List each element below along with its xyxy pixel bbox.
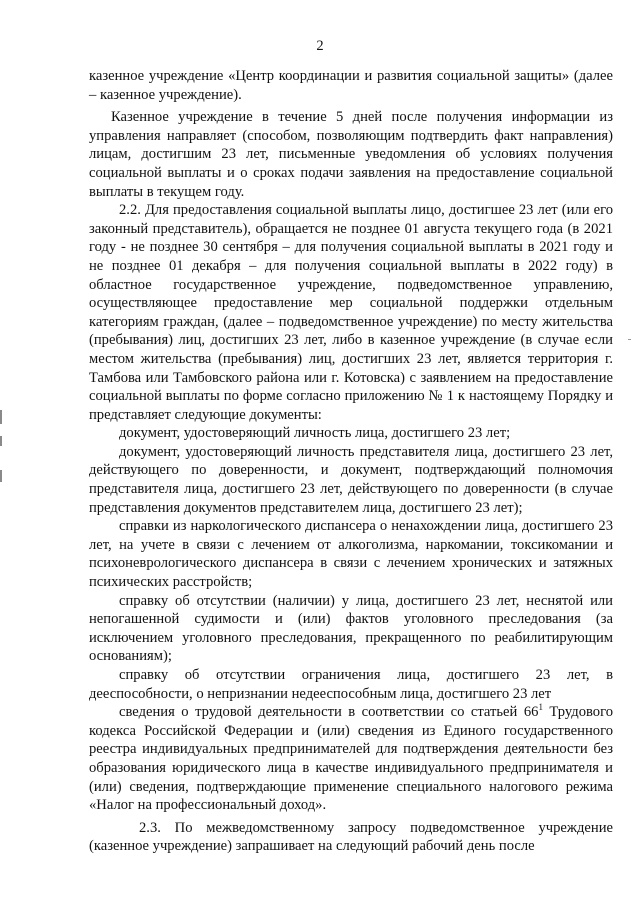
employment-text-end: Трудового кодекса Российской Федерации и (или) сведения из Единого государственного реестра индивидуальных предпринимателей для подтверждения деятельности без образования юридического лица в качестве индивидуального предпринимателя и (или) сведения, подтверждающие применение специального налогового режима «Налог на профессиональный доход». bbox=[89, 704, 614, 814]
paragraph-criminal-record-certificate: справку об отсутствии (наличии) у лица, достигшего 23 лет, неснятой или непогашенной судимости и (или) фактов уголовного преследования (за исключением уголовного преследования, прекращенного по реабилитирующим основаниям); bbox=[89, 592, 613, 665]
scan-edge-mark bbox=[0, 470, 2, 482]
scan-edge-mark bbox=[0, 410, 2, 424]
paragraph-legal-capacity-certificate: справку об отсутствии ограничения лица, достигшего 23 лет, в дееспособности, о непризнании недееспособным лица, достигшего 23 лет bbox=[89, 667, 613, 702]
paragraph-employment-information bbox=[89, 703, 613, 815]
paragraph-representative-document: документ, удостоверяющий личность представителя лица, достигшего 23 лет, действующего по доверенности, и документ, подтверждающий полномочия представителя лица, достигшего 23 лет, действующего по доверенности (в случае представления документов представителем лица, достигшего 23 лет); bbox=[89, 443, 613, 516]
scan-edge-mark bbox=[628, 339, 631, 340]
scan-edge-mark bbox=[0, 436, 2, 446]
paragraph-section-2-3: 2.3. По межведомственному запросу подведомственное учреждение (казенное учреждение) запрашивает на следующий рабочий день после bbox=[89, 819, 613, 855]
paragraph-narcology-certificate: справки из наркологического диспансера о ненахождении лица, достигшего 23 лет, на учете в связи с лечением от алкоголизма, наркомании, токсикомании и психоневрологического диспансера в связи с лечением хронических и затяжных психических расстройств; bbox=[89, 518, 613, 591]
paragraph-identity-document: документ, удостоверяющий личность лица, достигшего 23 лет; bbox=[119, 425, 511, 442]
page-number: 2 bbox=[316, 38, 324, 54]
paragraph-section-2-2: 2.2. Для предоставления социальной выплаты лицо, достигшее 23 лет (или его законный представитель), обращается не позднее 01 августа текущего года (в 2021 году - не позднее 30 сентября – для получения социальной выплаты в 2021 году и не позднее 01 декабря – для получения социальной выплаты в 2022 году) в областное государственное учреждение, подведомственное управлению, осуществляющее предоставление мер социальной поддержки отдельным категориям граждан, (далее – подведомственное учреждение) по месту жительства (пребывания) лиц, достигших 23 лет, либо в казенное учреждение (в случае если местом жительства (пребывания) лиц, достигших 23 лет, является территория г. Тамбова или Тамбовского района или г. Котовска) с заявлением на предоставление социальной выплаты по форме согласно приложению № 1 к настоящему Порядку и представляет следующие документы: bbox=[89, 202, 613, 423]
document-body bbox=[89, 67, 613, 856]
article-superscript: 1 bbox=[538, 702, 543, 713]
employment-text-start: сведения о трудовой деятельности в соответствии со статьей 66 bbox=[119, 704, 539, 721]
paragraph-notification: Казенное учреждение в течение 5 дней после получения информации из управления направляет (способом, позволяющим подтвердить факт направления) лицам, достигшим 23 лет, письменные уведомления об условиях получения социальной выплаты и о сроках подачи заявления на предоставление социальной выплаты в текущем году. bbox=[89, 109, 613, 200]
paragraph-institution-name: казенное учреждение «Центр координации и развития социальной защиты» (далее – казенное учреждение). bbox=[89, 68, 613, 103]
